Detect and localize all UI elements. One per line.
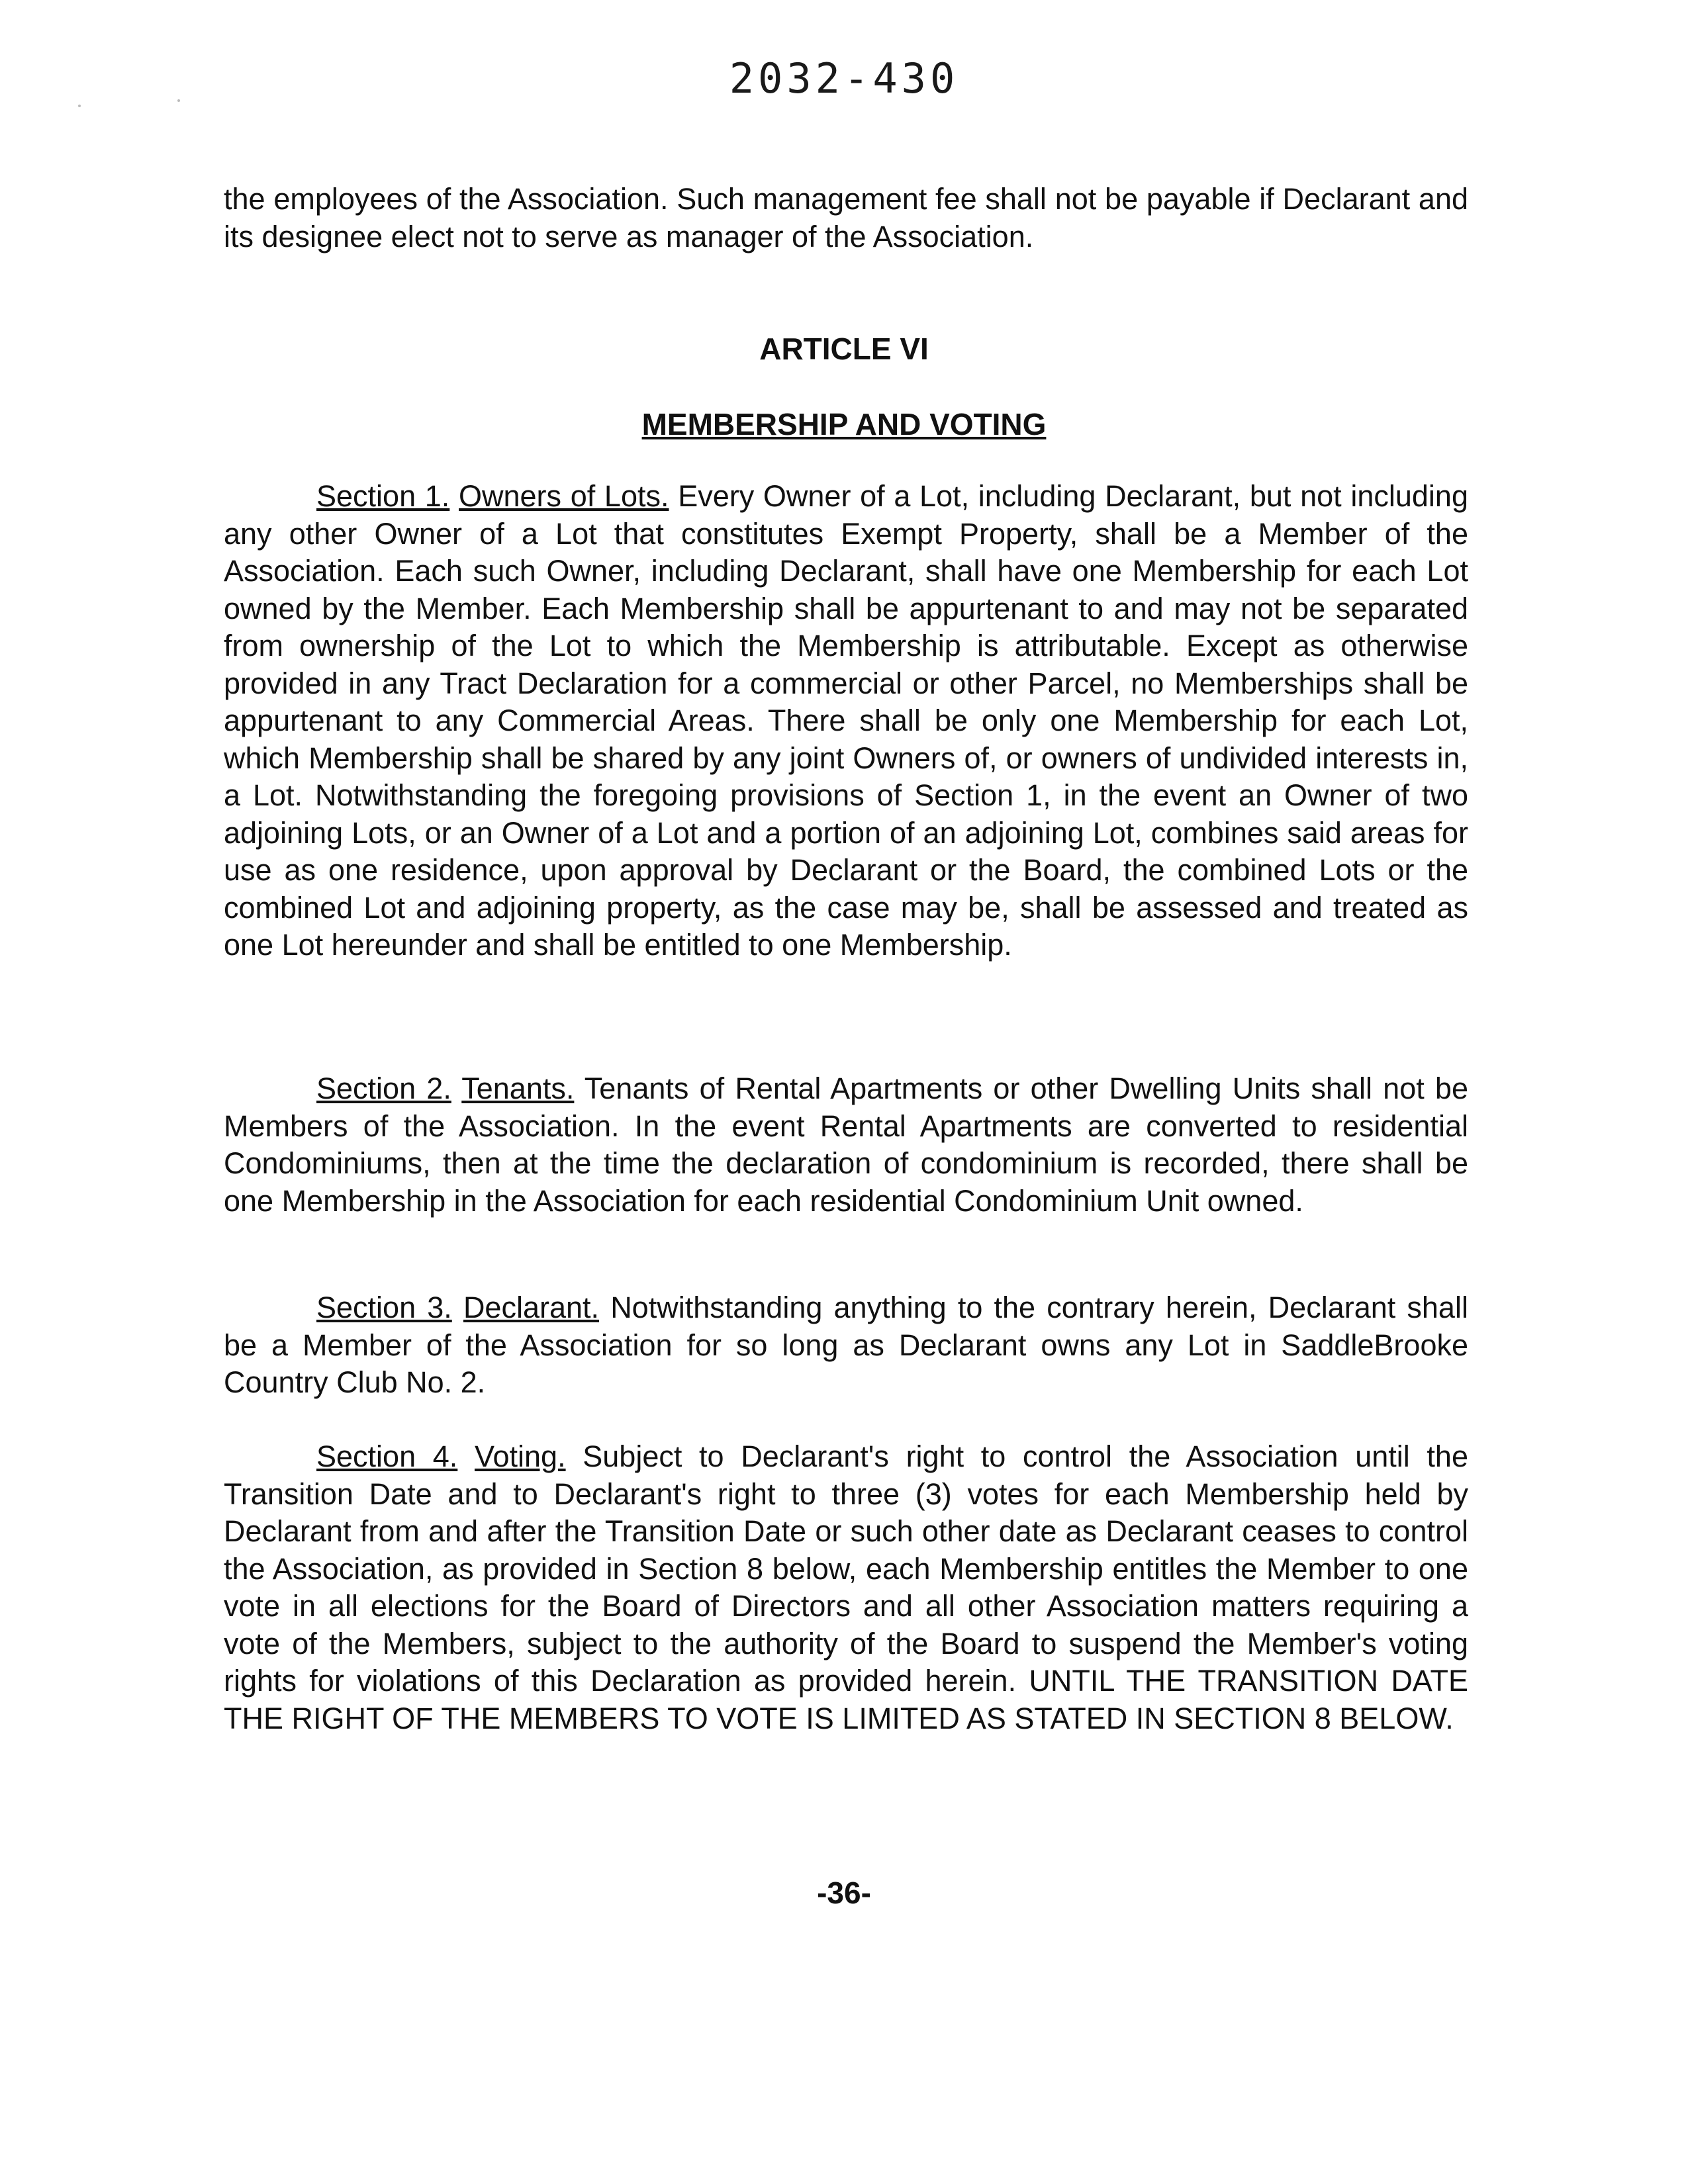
section-tenants	[224, 1070, 1468, 1220]
section-text: Every Owner of a Lot, including Declarant, but not including any other Owner of a Lot that constitutes Exempt Property, shall be a Member of the Association. Each such Owner, including Declarant, shall have one Membership for each Lot owned by the Member. Each Membership shall be appurtenant to and may not be separated from ownership of the Lot to which the Membership is attributable. Except as otherwise provided in any Tract Declaration for a commercial or other Parcel, no Memberships shall be appurtenant to any Commercial Areas. There shall be only one Membership for each Lot, which Membership shall be shared by any joint Owners of, or owners of undivided interests in, a Lot. Notwithstanding the foregoing provisions of Section 1, in the event an Owner of two adjoining Lots, or an Owner of a Lot and a portion of an adjoining Lot, combines said areas for use as one residence, upon approval by Declarant or the Board, the combined Lots or the combined Lot and adjoining property, as the case may be, shall be assessed and treated as one Lot hereunder and shall be entitled to one Membership.	[224, 479, 1468, 962]
section-owners-of-lots	[224, 478, 1468, 964]
section-title: Owners of Lots.	[459, 479, 669, 513]
section-number: Section 3.	[316, 1291, 452, 1324]
section-voting	[224, 1438, 1468, 1737]
intro-paragraph: the employees of the Association. Such management fee shall not be payable if Declarant and its designee elect not to serve as manager of the Association.	[224, 182, 1468, 253]
section-number: Section 4.	[316, 1439, 458, 1473]
page-number: -36-	[817, 1876, 871, 1910]
scan-speck	[78, 105, 81, 107]
article-title: MEMBERSHIP AND VOTING	[641, 407, 1047, 441]
section-title: Declarant.	[463, 1291, 600, 1324]
book-page-number: 2032-430	[729, 54, 959, 103]
section-declarant	[224, 1289, 1468, 1402]
section-number: Section 1.	[316, 479, 450, 513]
section-title: Tenants.	[461, 1071, 575, 1105]
article-heading: ARTICLE VI	[759, 332, 929, 366]
section-number: Section 2.	[316, 1071, 451, 1105]
section-text: Tenants of Rental Apartments or other Dwelling Units shall not be Members of the Association. In the event Rental Apartments are converted to residential Condominiums, then at the time the declaration of condominium is recorded, there shall be one Membership in the Association for each residential Condominium Unit owned.	[224, 1071, 1468, 1218]
section-text: Notwithstanding anything to the contrary herein, Declarant shall be a Member of the Association for so long as Declarant owns any Lot in SaddleBrooke Country Club No. 2.	[224, 1291, 1468, 1399]
section-title: Voting.	[474, 1439, 566, 1473]
section-text: Subject to Declarant's right to control the Association until the Transition Date and to Declarant's right to three (3) votes for each Membership held by Declarant from and after the Transition Date or such other date as Declarant ceases to control the Association, as provided in Section 8 below, each Membership entitles the Member to one vote in all elections for the Board of Directors and all other Association matters requiring a vote of the Members, subject to the authority of the Board to suspend the Member's voting rights for violations of this Declaration as provided herein. UNTIL THE TRANSITION DATE THE RIGHT OF THE MEMBERS TO VOTE IS LIMITED AS STATED IN SECTION 8 BELOW.	[224, 1439, 1468, 1735]
